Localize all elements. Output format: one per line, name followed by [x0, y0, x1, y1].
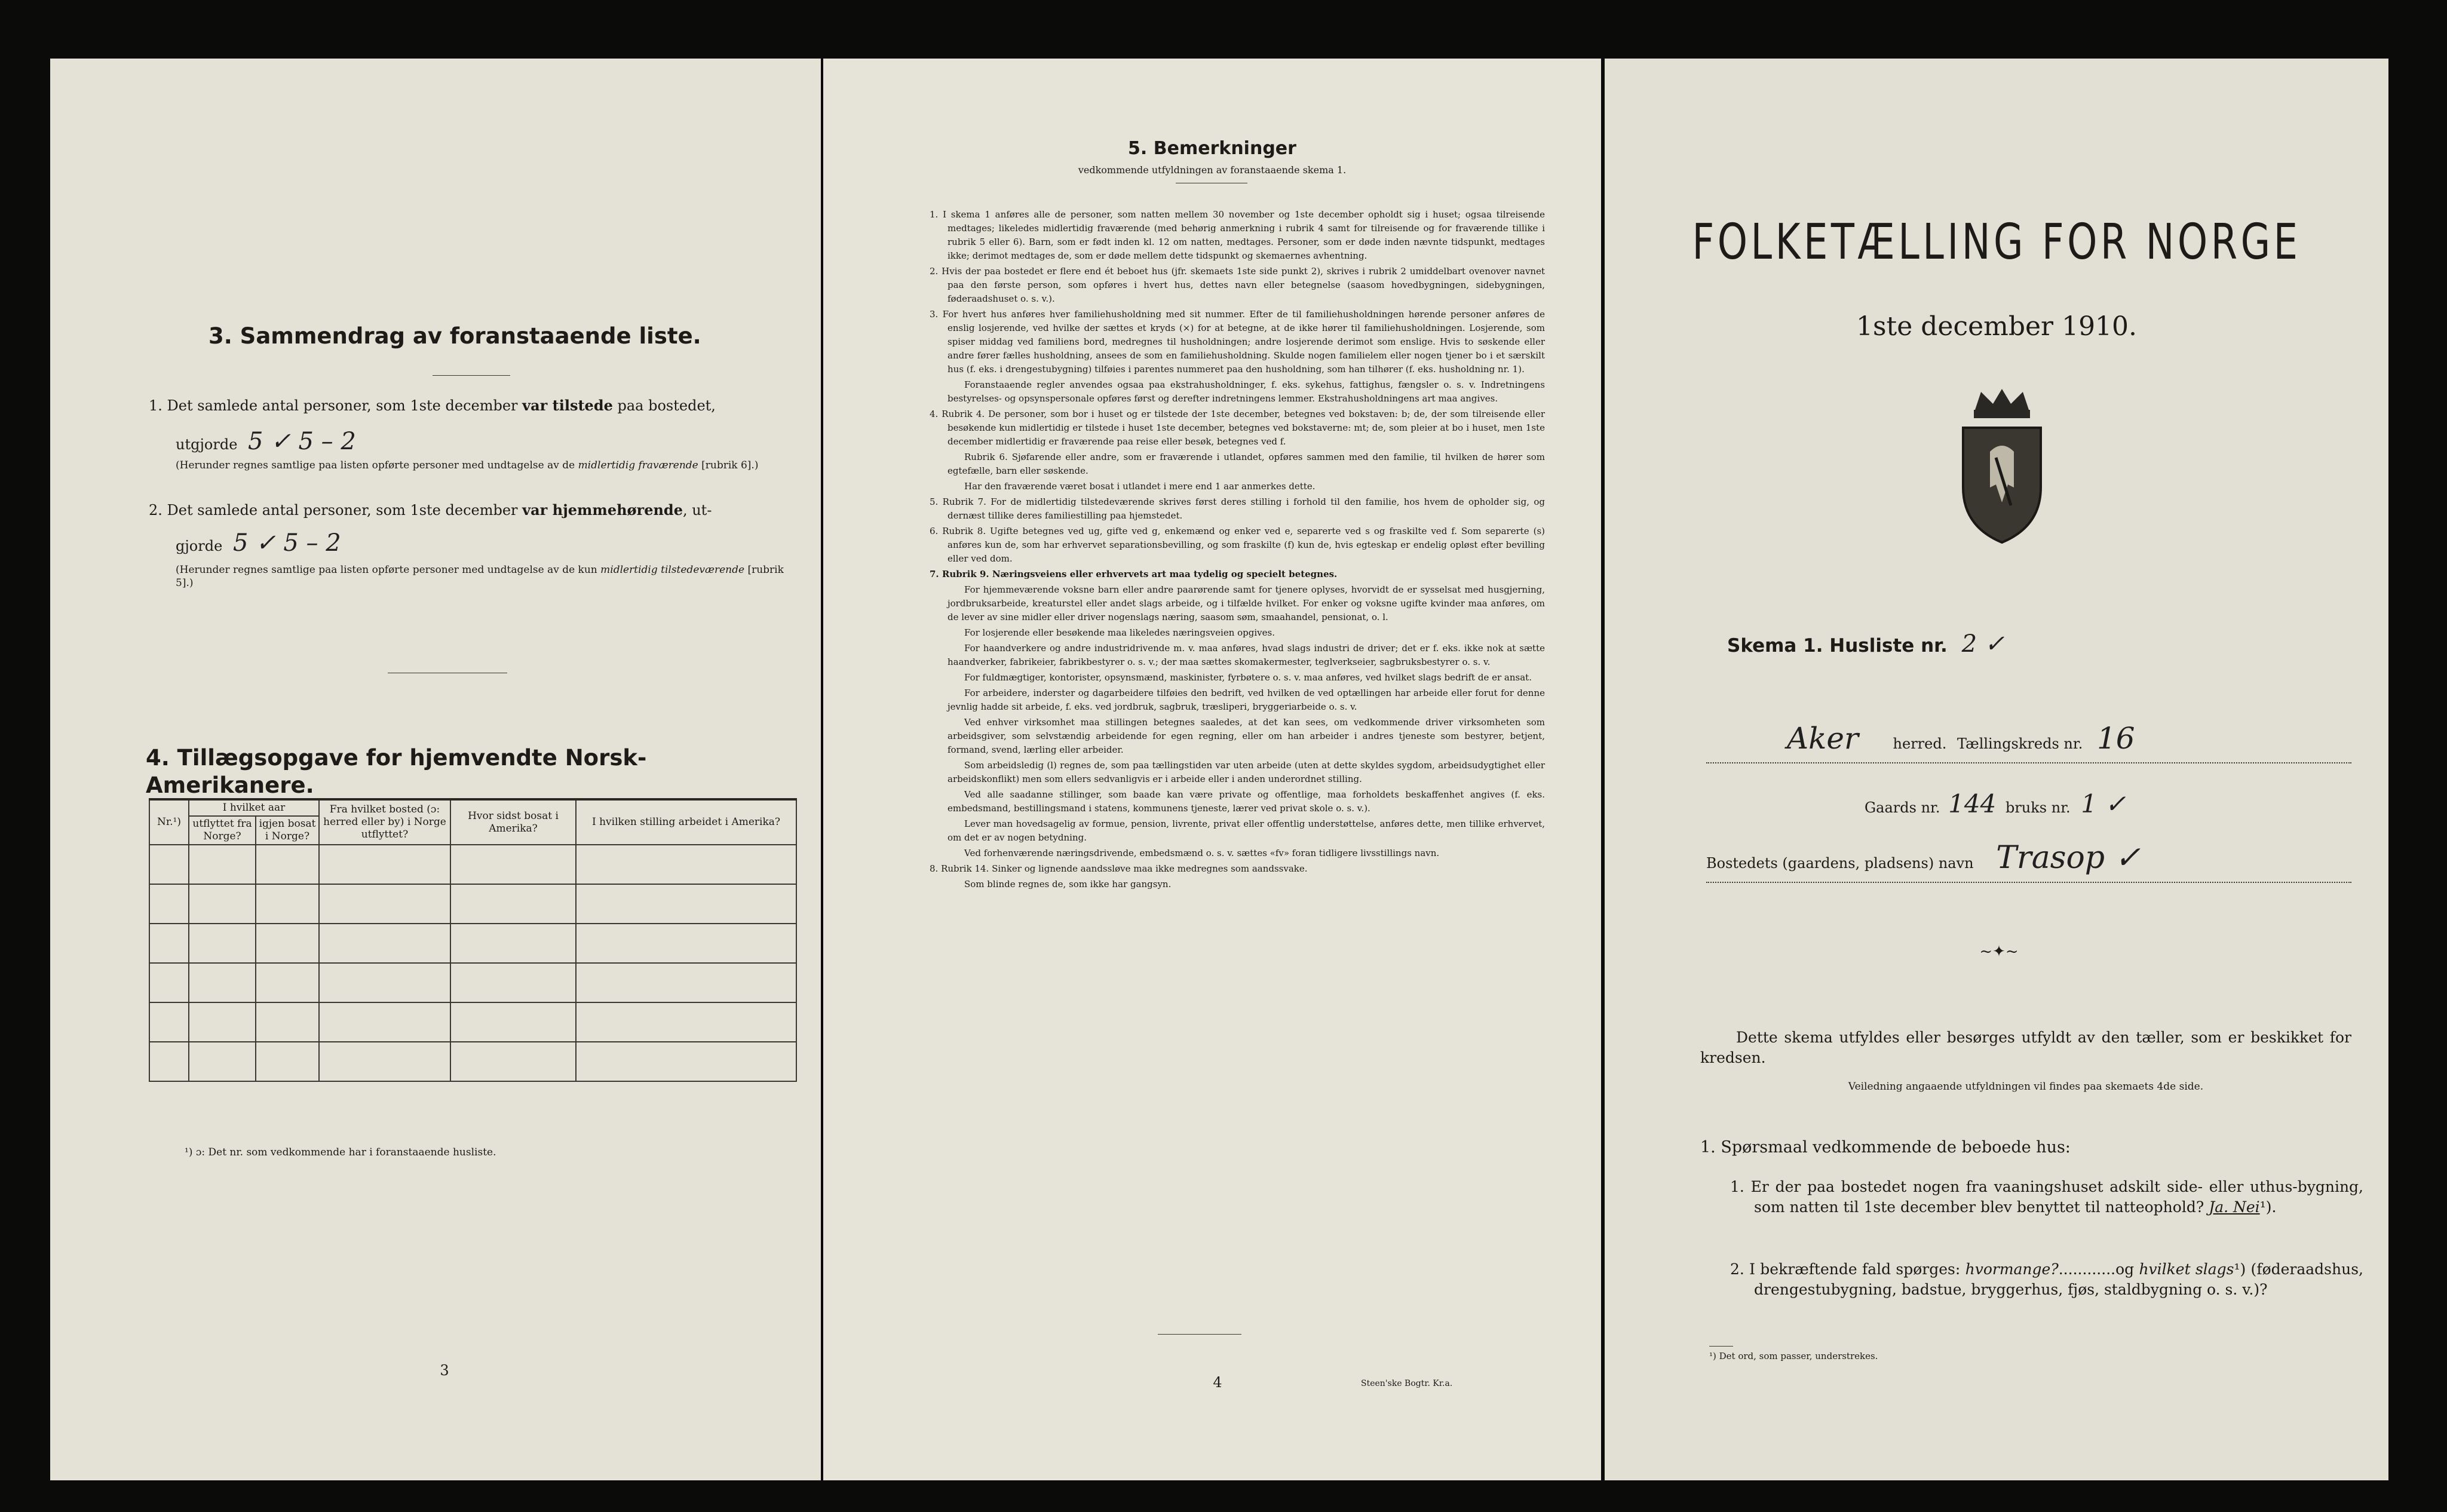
gaards-line: Gaards nr. 144 bruks nr. 1 ✓ [1865, 789, 2126, 818]
question-1-item-1: 1. Er der paa bostedet nogen fra vaaningshuset adskilt side- eller uthus-bygning, som natten til 1ste december blev benyttet til natteophold? Ja. Nei¹). [1730, 1178, 2363, 1216]
col-header-utflyttet: utflyttet fra Norge? [189, 816, 256, 845]
bemerkninger-notes [930, 208, 1545, 893]
ornament-icon: ~✦~ [1979, 943, 2019, 961]
middle-page [823, 59, 1601, 1480]
col-header-bosted: Fra hvilket bosted (ɔ: herred eller by) i Norge utflyttet? [319, 799, 450, 845]
handwritten-count-resident: 5 ✓ 5 – 2 [232, 529, 341, 557]
instruction-note: Veiledning angaaende utfyldningen vil findes paa skemaets 4de side. [1848, 1081, 2204, 1093]
section3-title: 3. Sammendrag av foranstaaende liste. [208, 323, 701, 349]
note-6: 6. Rubrik 8. Ugifte betegnes ved ug, gifte ved g, enkemænd og enker ved e, separerte ved s og fraskilte ved f. Som separerte (s) anføres kun de, som har erhvervet separationsbevilling, og som fraskilte (f) kun de, hvis egteskap er endelig opløst efter bevilling eller ved dom. [930, 526, 1545, 564]
divider [1709, 1346, 1733, 1347]
handwritten-count-present: 5 ✓ 5 – 2 [248, 428, 356, 455]
census-title: FOLKETÆLLING FOR NORGE [1692, 214, 2301, 271]
note-7-c: For haandverkere og andre industridrivende m. v. maa anføres, hvad slags industri de driver; det er f. eks. ikke nok at sætte haandverker, fabrikeier, fabrikbestyrer o. s. v.; der maa sættes skomakermester, teglverkseier, sagbruksbestyrer o. s. v. [947, 643, 1545, 667]
section4-title: 4. Tillægsopgave for hjemvendte Norsk-Amerikanere. [146, 745, 647, 798]
summary-item-2-value: gjorde 5 ✓ 5 – 2 [176, 529, 341, 557]
summary-item-2: 2. Det samlede antal personer, som 1ste december var hjemmehørende, ut- [149, 501, 712, 519]
question-1-item-2: 2. I bekræftende fald spørges: hvormange?............og hvilket slags¹) (føderaadshus, drengestubygning, badstue, bryggerhus, fjøs, staldbygning o. s. v.)? [1730, 1260, 2363, 1298]
census-date: 1ste december 1910. [1856, 311, 2138, 342]
page-number: 4 [1213, 1374, 1222, 1391]
dotted-line [1706, 762, 2351, 764]
herred-line: Aker herred. Tællingskreds nr. 16 [1787, 721, 2135, 756]
table-row [149, 924, 796, 963]
note-3-cont: Foranstaaende regler anvendes ogsaa paa ekstrahusholdninger, f. eks. sykehus, fattighus, fængsler o. s. v. Indretningens bestyrelses- og opsynspersonale opføres først og derefter indretningens lemmer. Ekstrahusholdningens art maa angives. [947, 379, 1545, 404]
note-3: 3. For hvert hus anføres hver familiehusholdning med sit nummer. Efter de til familiehusholdningen hørende personer anføres de enslig losjerende, ved hvilke der sættes et kryds (×) for at betegne, at de ikke hører til familiehusholdningen. Losjerende, som spiser middag ved familiens bord, medregnes til husholdningen; andre losjerende derimot som enslige. Hvis to søskende eller andre fører fælles husholdning, ansees de som en familiehusholdning. Skulde nogen familielem eller nogen tjener bo i et særskilt hus (f. eks. i drengestubygning) tilføies i parentes nummeret paa den husholdning, som han tilhører (f. eks. husholdning nr. 1). [930, 309, 1545, 375]
summary-item-2-note: (Herunder regnes samtlige paa listen opførte personer med undtagelse av de kun midlertidig tilstedeværende [rubrik 5].) [176, 564, 784, 589]
bruks-value: 1 ✓ [2081, 789, 2126, 818]
right-page [1605, 59, 2388, 1480]
table-row [149, 1042, 796, 1081]
table-row [149, 963, 796, 1002]
note-4: 4. Rubrik 4. De personer, som bor i huset og er tilstede der 1ste december, betegnes ved bokstaven: b; de, der som tilreisende eller besøkende kun midlertidig er tilstede i huset 1ste december, betegnes ved bokstaverne: mt; de, som pleier at bo i huset, men 1ste december midlertidig er fraværende paa reise eller besøk, betegnes ved f. [930, 409, 1545, 447]
table-footnote: ¹) ɔ: Det nr. som vedkommende har i foranstaaende husliste. [185, 1146, 496, 1158]
page-number: 3 [440, 1362, 449, 1379]
kreds-value: 16 [2096, 721, 2135, 756]
note-4-rubrik6: Rubrik 6. Sjøfarende eller andre, som er fraværende i utlandet, opføres sammen med den familie, til hvilken de hører som egtefælle, barn eller søskende. [947, 452, 1545, 476]
note-7-b: For losjerende eller besøkende maa likeledes næringsveien opgives. [964, 627, 1275, 638]
note-1: 1. I skema 1 anføres alle de personer, som natten mellem 30 november og 1ste december opholdt sig i huset; ogsaa tilreisende medtages; likeledes midlertidig fraværende (med behørig anmerkning i rubrik 4 samt for tilreisende og for fraværende tillike i rubrik 5 eller 6). Barn, som er født inden kl. 12 om natten, medtages. Personer, som er døde inden nævnte tidspunkt, medtages ikke; derimot medtages de, som er døde mellem dette tidspunkt og skemaernes avhentning. [930, 209, 1545, 261]
instruction-text: Dette skema utfyldes eller besørges utfyldt av den tæller, som er beskikket for kredsen. [1700, 1029, 2351, 1066]
col-header-stilling: I hvilken stilling arbeidet i Amerika? [576, 799, 796, 845]
divider [1158, 1334, 1241, 1335]
col-group-header: I hvilket aar [189, 799, 319, 816]
note-7-g: Som arbeidsledig (l) regnes de, som paa tællingstiden var uten arbeide (uten at dette skyldes sygdom, arbeidsudygtighet eller arbeidskonflikt) men som ellers sedvanligvis er i arbeide eller i anden underordnet stilling. [947, 760, 1545, 784]
col-header-amerika: Hvor sidst bosat i Amerika? [450, 799, 576, 845]
bosted-value: Trasop ✓ [1996, 840, 2141, 876]
note-7-d: For fuldmægtiger, kontorister, opsynsmænd, maskinister, fyrbøtere o. s. v. maa anføres, ved hvilket slags bedrift de er ansat. [964, 672, 1532, 683]
note-2: 2. Hvis der paa bostedet er flere end ét beboet hus (jfr. skemaets 1ste side punkt 2), skrives i rubrik 2 umiddelbart ovenover navnet paa den første person, som opføres i hvert hus, dettes navn eller betegnelse (saasom hovedbygningen, sidebygningen, føderaadshuset o. s. v.). [930, 266, 1545, 304]
col-header-igjen: igjen bosat i Norge? [256, 816, 319, 845]
question-1-title: 1. Spørsmaal vedkommende de beboede hus: [1700, 1138, 2071, 1157]
herred-value: Aker [1787, 721, 1859, 756]
note-5: 5. Rubrik 7. For de midlertidig tilstedeværende skrives først deres stilling i forhold til den familie, hos hvem de opholder sig, og dernæst tillike deres familiestilling paa hjemstedet. [930, 496, 1545, 521]
summary-item-1-note: (Herunder regnes samtlige paa listen opførte personer med undtagelse av de midlertidig fraværende [rubrik 6].) [176, 459, 759, 471]
note-4-cont: Har den fraværende været bosat i utlandet i mere end 1 aar anmerkes dette. [964, 481, 1316, 492]
note-7-j: Ved forhenværende næringsdrivende, embedsmænd o. s. v. sættes «fv» foran tidligere livsstillings navn. [964, 848, 1440, 858]
note-8: 8. Rubrik 14. Sinker og lignende aandssløve maa ikke medregnes som aandssvake. [930, 863, 1308, 874]
note-7-i: Lever man hovedsagelig av formue, pension, livrente, privat eller offentlig understøttelse, anføres dette, men tillike erhvervet, om det er av nogen betydning. [947, 818, 1545, 843]
husliste-nr-value: 2 ✓ [1961, 630, 2005, 658]
printer-mark: Steen'ske Bogtr. Kr.a. [1361, 1379, 1453, 1388]
table-row [149, 845, 796, 884]
norsk-amerikanere-table [149, 798, 797, 1082]
summary-item-1-value: utgjorde 5 ✓ 5 – 2 [176, 428, 356, 455]
coat-of-arms-icon [1939, 386, 2065, 547]
left-page [50, 59, 821, 1480]
note-8-cont: Som blinde regnes de, som ikke har gangsyn. [964, 879, 1172, 890]
note-7-f: Ved enhver virksomhet maa stillingen betegnes saaledes, at det kan sees, om vedkommende driver virksomheten som arbeidsgiver, som selvstændig arbeidende for egen regning, eller om han arbeider i andres tjeneste som bestyrer, betjent, formand, svend, lærling eller arbeider. [947, 717, 1545, 755]
note-7-a: For hjemmeværende voksne barn eller andre paarørende samt for tjenere oplyses, hvorvidt de er sysselsat med husgjerning, jordbruksarbeide, kreaturstel eller andet slags arbeide, og i tilfælde hvilket. For enker og voksne ugifte kvinder maa anføres, om de lever av sine midler eller driver nogenslags næring, saasom søm, smaahandel, pensionat, o. l. [947, 584, 1545, 622]
table-row [149, 884, 796, 924]
bosted-line: Bostedets (gaardens, pladsens) navn Trasop ✓ [1706, 840, 2141, 876]
note-7: 7. Rubrik 9. Næringsveiens eller erhvervets art maa tydelig og specielt betegnes. [930, 569, 1338, 579]
table-row [149, 1002, 796, 1042]
summary-item-1: 1. Det samlede antal personer, som 1ste december var tilstede paa bostedet, [149, 397, 716, 414]
gaards-value: 144 [1948, 789, 1997, 818]
note-7-e: For arbeidere, inderster og dagarbeidere tilføies den bedrift, ved hvilken de ved optællingen har arbeide eller forut for denne jevnlig hadde sit arbeide, f. eks. ved jordbruk, sagbruk, træsliperi, bryggeriarbeide o. s. v. [947, 688, 1545, 712]
bemerkninger-title: 5. Bemerkninger [1128, 138, 1296, 159]
skema-line: Skema 1. Husliste nr. 2 ✓ [1727, 630, 2005, 658]
bemerkninger-subtitle: vedkommende utfyldningen av foranstaaende skema 1. [1078, 164, 1347, 176]
note-7-h: Ved alle saadanne stillinger, som baade kan være private og offentlige, maa forholdets beskaffenhet angives (f. eks. embedsmand, bestillingsmand i statens, kommunens tjeneste, lærer ved privat skole o. s. v.). [947, 789, 1545, 814]
col-header-nr: Nr.¹) [149, 799, 189, 845]
right-footnote: ¹) Det ord, som passer, understrekes. [1709, 1351, 1878, 1361]
answer-ja-nei: Ja. Nei [2209, 1198, 2260, 1216]
dotted-line [1706, 882, 2351, 884]
divider [433, 375, 510, 376]
